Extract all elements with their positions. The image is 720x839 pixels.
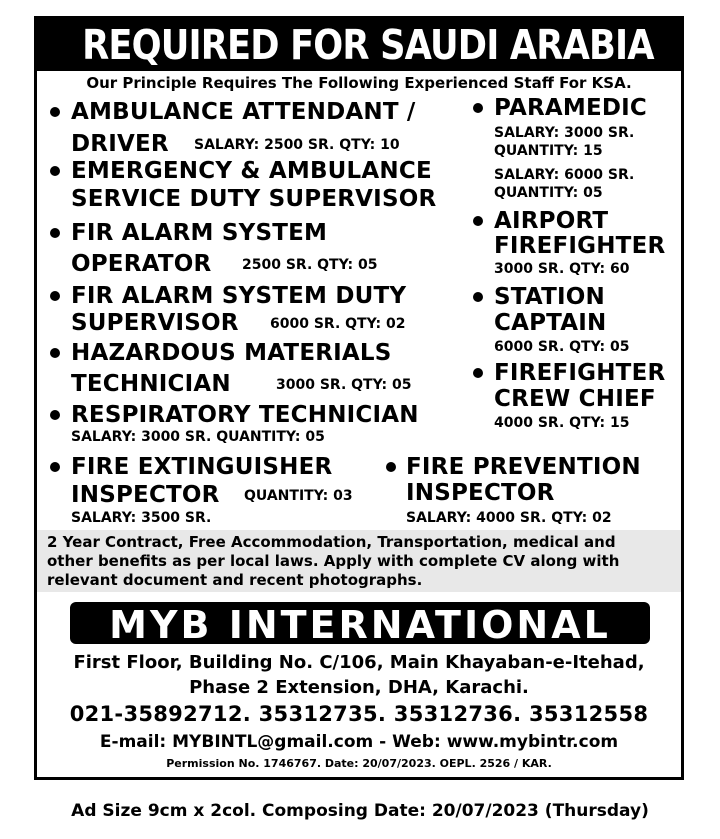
bullet-icon: [50, 107, 60, 117]
bullet-icon: [473, 368, 483, 378]
terms-line1: 2 Year Contract, Free Accommodation, Transportation, medical and: [47, 533, 616, 551]
job-hazmat-line2: TECHNICIAN: [71, 371, 231, 397]
job-crew-chief-detail: 4000 SR. QTY: 15: [494, 415, 630, 431]
bullet-icon: [50, 228, 60, 238]
company-phones: 021-35892712. 35312735. 35312736. 35312558: [69, 702, 649, 726]
bullet-icon: [473, 216, 483, 226]
permission-text: Permission No. 1746767. Date: 20/07/2023. OEPL. 2526 / KAR.: [166, 757, 552, 770]
bullet-icon: [473, 103, 483, 113]
job-crew-chief-line1: FIREFIGHTER: [494, 360, 666, 386]
terms-line2: other benefits as per local laws. Apply with complete CV along with: [47, 552, 620, 570]
job-emergency-line2: SERVICE DUTY SUPERVISOR: [71, 186, 437, 212]
job-fir-supervisor-detail: 6000 SR. QTY: 02: [270, 316, 406, 332]
job-fir-supervisor-line2: SUPERVISOR: [71, 310, 239, 336]
job-prevention-detail: SALARY: 4000 SR. QTY: 02: [406, 510, 612, 526]
header-title: REQUIRED FOR SAUDI ARABIA: [82, 21, 654, 69]
terms-line3: relevant document and recent photographs.: [47, 571, 423, 589]
job-extinguisher-qty: QUANTITY: 03: [244, 488, 353, 504]
bullet-icon: [386, 462, 396, 472]
job-fir-supervisor-line1: FIR ALARM SYSTEM DUTY: [71, 283, 407, 309]
bullet-icon: [50, 462, 60, 472]
job-ambulance-line2: DRIVER: [71, 131, 169, 157]
job-extinguisher-line2: INSPECTOR: [71, 482, 220, 508]
job-hazmat-line1: HAZARDOUS MATERIALS: [71, 340, 392, 366]
terms-text: [47, 533, 677, 590]
job-paramedic-title: PARAMEDIC: [494, 95, 647, 121]
job-ambulance-detail: SALARY: 2500 SR. QTY: 10: [194, 137, 400, 153]
job-station-line2: CAPTAIN: [494, 310, 607, 336]
job-fir-operator-line2: OPERATOR: [71, 251, 212, 277]
job-airport-line1: AIRPORT: [494, 208, 609, 234]
bullet-icon: [50, 410, 60, 420]
company-address-line2: Phase 2 Extension, DHA, Karachi.: [189, 677, 529, 698]
company-address-line1: First Floor, Building No. C/106, Main Khayaban-e-Itehad,: [73, 652, 645, 673]
ad-size-footer: Ad Size 9cm x 2col. Composing Date: 20/07/2023 (Thursday): [71, 801, 649, 821]
job-prevention-line2: INSPECTOR: [406, 480, 555, 506]
job-station-detail: 6000 SR. QTY: 05: [494, 339, 630, 355]
company-name: MYB INTERNATIONAL: [109, 603, 611, 647]
job-fir-operator-line1: FIR ALARM SYSTEM: [71, 220, 328, 246]
company-contact: E-mail: MYBINTL@gmail.com - Web: www.mybintr.com: [99, 732, 619, 752]
job-emergency-line1: EMERGENCY & AMBULANCE: [71, 158, 432, 184]
bullet-icon: [50, 166, 60, 176]
job-extinguisher-line1: FIRE EXTINGUISHER: [71, 454, 333, 480]
company-banner: [70, 602, 650, 647]
job-extinguisher-salary: SALARY: 3500 SR.: [71, 510, 212, 526]
bullet-icon: [50, 291, 60, 301]
job-paramedic-salary2: SALARY: 6000 SR.: [494, 167, 635, 183]
job-hazmat-detail: 3000 SR. QTY: 05: [276, 377, 412, 393]
job-respiratory-line1: RESPIRATORY TECHNICIAN: [71, 402, 419, 428]
job-crew-chief-line2: CREW CHIEF: [494, 386, 656, 412]
job-airport-detail: 3000 SR. QTY: 60: [494, 261, 630, 277]
header-bar: [37, 19, 681, 71]
job-airport-line2: FIREFIGHTER: [494, 233, 666, 259]
job-paramedic-qty1: QUANTITY: 15: [494, 143, 603, 159]
job-respiratory-detail: SALARY: 3000 SR. QUANTITY: 05: [71, 429, 325, 445]
job-station-line1: STATION: [494, 284, 605, 310]
job-paramedic-qty2: QUANTITY: 05: [494, 185, 603, 201]
job-ambulance-line1: AMBULANCE ATTENDANT /: [71, 99, 416, 125]
intro-text: Our Principle Requires The Following Experienced Staff For KSA.: [86, 74, 632, 92]
bullet-icon: [473, 292, 483, 302]
job-fir-operator-detail: 2500 SR. QTY: 05: [242, 257, 378, 273]
bullet-icon: [50, 348, 60, 358]
job-prevention-line1: FIRE PREVENTION: [406, 454, 641, 480]
job-paramedic-salary1: SALARY: 3000 SR.: [494, 125, 635, 141]
